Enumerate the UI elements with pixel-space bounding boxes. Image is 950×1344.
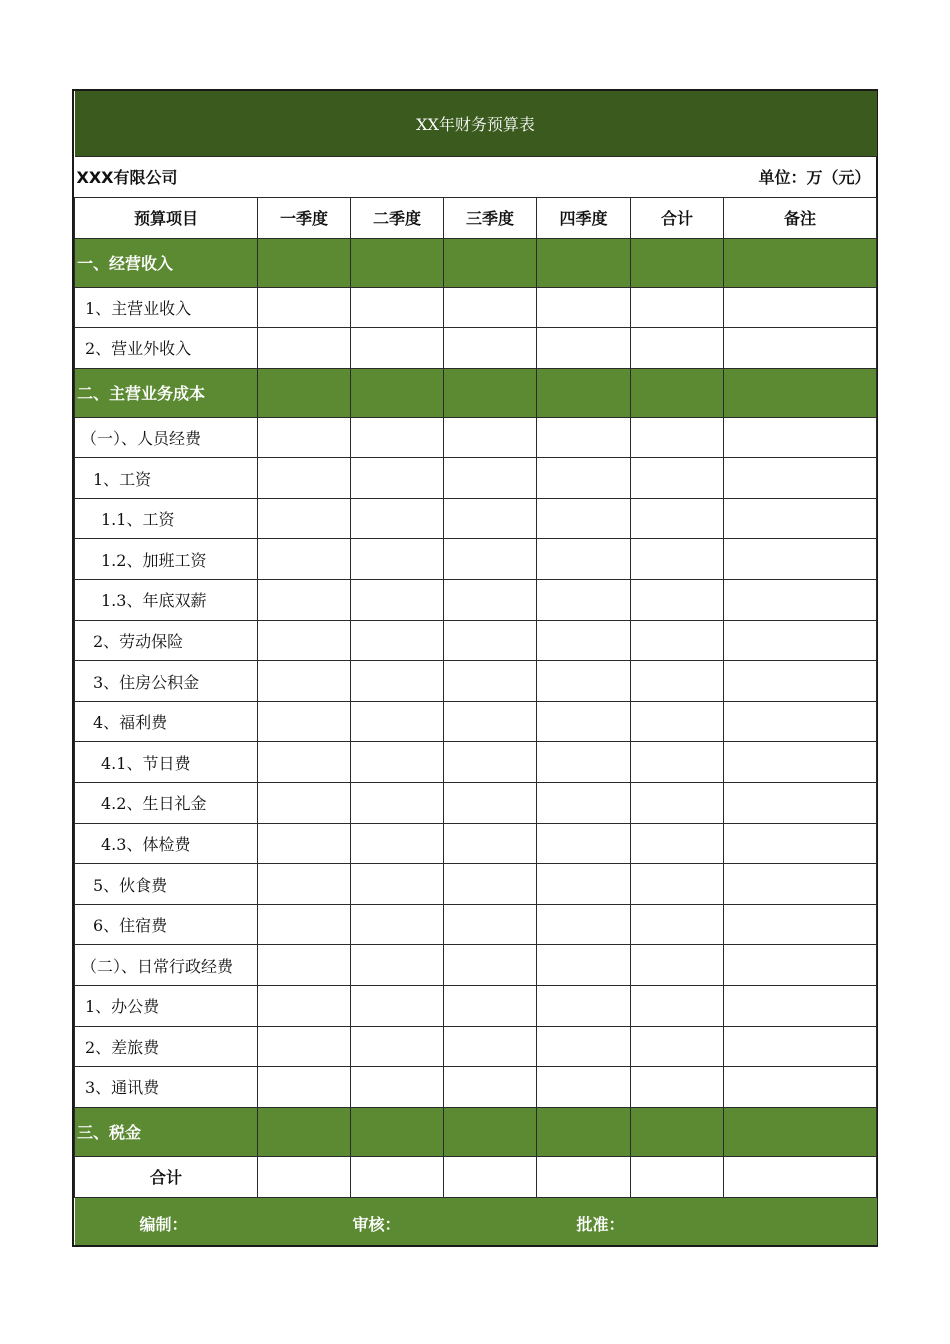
column-header: 合计 [631, 197, 724, 238]
cell[interactable] [258, 945, 351, 986]
info-row [75, 156, 877, 197]
cell[interactable] [351, 580, 444, 621]
row-label: 4.3、体检费 [75, 823, 258, 864]
cell[interactable] [724, 328, 877, 369]
cell[interactable] [537, 368, 631, 417]
cell[interactable] [724, 368, 877, 417]
cell[interactable] [537, 620, 631, 661]
cell[interactable] [631, 864, 724, 905]
cell[interactable] [631, 742, 724, 783]
cell[interactable] [724, 742, 877, 783]
cell[interactable] [537, 287, 631, 328]
cell[interactable] [537, 539, 631, 580]
table-row [75, 904, 877, 945]
cell[interactable] [444, 417, 537, 458]
cell[interactable] [724, 287, 877, 328]
cell[interactable] [631, 783, 724, 824]
cell[interactable] [444, 864, 537, 905]
cell[interactable] [537, 823, 631, 864]
table-row [75, 417, 877, 458]
cell[interactable] [631, 580, 724, 621]
company-name: XXX有限公司 [75, 156, 537, 197]
row-label: （二）、日常行政经费 [75, 945, 258, 986]
cell[interactable] [444, 620, 537, 661]
budget-sheet [72, 89, 878, 1247]
cell[interactable] [631, 823, 724, 864]
cell[interactable] [444, 580, 537, 621]
cell[interactable] [631, 498, 724, 539]
row-label: 1、办公费 [75, 986, 258, 1027]
row-label: 3、通讯费 [75, 1067, 258, 1108]
cell[interactable] [258, 458, 351, 499]
section-row-revenue [75, 238, 877, 287]
cell[interactable] [351, 498, 444, 539]
cell[interactable] [537, 328, 631, 369]
cell[interactable] [444, 1156, 537, 1197]
cell[interactable] [444, 742, 537, 783]
cell[interactable] [537, 1107, 631, 1156]
cell[interactable] [537, 864, 631, 905]
cell[interactable] [724, 783, 877, 824]
section-row-tax [75, 1107, 877, 1156]
column-header: 二季度 [351, 197, 444, 238]
cell[interactable] [351, 287, 444, 328]
cell[interactable] [444, 823, 537, 864]
cell[interactable] [724, 238, 877, 287]
cell[interactable] [537, 783, 631, 824]
cell[interactable] [444, 661, 537, 702]
cell[interactable] [351, 1026, 444, 1067]
table-row [75, 986, 877, 1027]
row-label: 4.1、节日费 [75, 742, 258, 783]
total-label: 合计 [75, 1156, 258, 1197]
cell[interactable] [631, 328, 724, 369]
cell[interactable] [724, 945, 877, 986]
row-label: 2、差旅费 [75, 1026, 258, 1067]
table-row [75, 823, 877, 864]
cell[interactable] [351, 458, 444, 499]
cell[interactable] [724, 417, 877, 458]
cell[interactable] [537, 945, 631, 986]
row-label: 2、营业外收入 [75, 328, 258, 369]
cell[interactable] [351, 539, 444, 580]
section-row-cost [75, 368, 877, 417]
cell[interactable] [631, 945, 724, 986]
column-header: 一季度 [258, 197, 351, 238]
cell[interactable] [258, 417, 351, 458]
cell[interactable] [631, 458, 724, 499]
cell[interactable] [724, 458, 877, 499]
cell[interactable] [537, 1156, 631, 1197]
budget-table [74, 91, 877, 1245]
title-row [75, 91, 877, 156]
cell[interactable] [537, 1067, 631, 1108]
cell[interactable] [724, 539, 877, 580]
cell[interactable] [444, 458, 537, 499]
column-header: 预算项目 [75, 197, 258, 238]
table-row [75, 287, 877, 328]
cell[interactable] [724, 904, 877, 945]
cell[interactable] [351, 238, 444, 287]
cell[interactable] [258, 498, 351, 539]
cell[interactable] [258, 287, 351, 328]
cell[interactable] [724, 620, 877, 661]
cell[interactable] [724, 498, 877, 539]
cell[interactable] [258, 539, 351, 580]
cell[interactable] [631, 287, 724, 328]
cell[interactable] [351, 328, 444, 369]
cell[interactable] [724, 701, 877, 742]
row-label: （一）、人员经费 [75, 417, 258, 458]
cell[interactable] [444, 1067, 537, 1108]
cell[interactable] [537, 580, 631, 621]
section-label: 二、主营业务成本 [75, 368, 258, 417]
signature-bar [75, 1197, 877, 1245]
cell[interactable] [444, 1026, 537, 1067]
column-header: 三季度 [444, 197, 537, 238]
cell[interactable] [724, 823, 877, 864]
cell[interactable] [258, 1107, 351, 1156]
cell[interactable] [351, 620, 444, 661]
cell[interactable] [258, 742, 351, 783]
row-label: 6、住宿费 [75, 904, 258, 945]
reviewed-by-label: 审核： [352, 1214, 401, 1234]
prepared-by-label: 编制： [139, 1214, 188, 1234]
cell[interactable] [631, 701, 724, 742]
cell[interactable] [444, 368, 537, 417]
approved-by-label: 批准： [576, 1214, 625, 1234]
row-label: 4、福利费 [75, 701, 258, 742]
cell[interactable] [444, 287, 537, 328]
cell[interactable] [351, 945, 444, 986]
cell[interactable] [724, 986, 877, 1027]
cell[interactable] [724, 1107, 877, 1156]
total-row [75, 1156, 877, 1197]
cell[interactable] [258, 620, 351, 661]
table-row [75, 661, 877, 702]
cell[interactable] [444, 701, 537, 742]
cell[interactable] [631, 417, 724, 458]
cell[interactable] [258, 328, 351, 369]
section-label: 一、经营收入 [75, 238, 258, 287]
cell[interactable] [258, 1026, 351, 1067]
table-row [75, 742, 877, 783]
section-label: 三、税金 [75, 1107, 258, 1156]
cell[interactable] [724, 864, 877, 905]
cell[interactable] [631, 661, 724, 702]
table-row [75, 783, 877, 824]
table-row [75, 701, 877, 742]
cell[interactable] [444, 904, 537, 945]
cell[interactable] [351, 1156, 444, 1197]
row-label: 1.3、年底双薪 [75, 580, 258, 621]
row-label: 3、住房公积金 [75, 661, 258, 702]
cell[interactable] [724, 1067, 877, 1108]
cell[interactable] [258, 823, 351, 864]
row-label: 1、主营业收入 [75, 287, 258, 328]
cell[interactable] [258, 661, 351, 702]
cell[interactable] [631, 539, 724, 580]
table-row [75, 1026, 877, 1067]
row-label: 1.2、加班工资 [75, 539, 258, 580]
row-label: 1、工资 [75, 458, 258, 499]
cell[interactable] [724, 1026, 877, 1067]
cell[interactable] [537, 986, 631, 1027]
cell[interactable] [351, 823, 444, 864]
cell[interactable] [537, 1026, 631, 1067]
cell[interactable] [351, 742, 444, 783]
cell[interactable] [631, 1067, 724, 1108]
page-title: XX年财务预算表 [75, 91, 877, 156]
cell[interactable] [258, 701, 351, 742]
cell[interactable] [351, 986, 444, 1027]
cell[interactable] [351, 783, 444, 824]
table-row [75, 498, 877, 539]
cell[interactable] [537, 498, 631, 539]
cell[interactable] [258, 1156, 351, 1197]
cell[interactable] [351, 701, 444, 742]
unit-label: 单位：万（元） [537, 156, 877, 197]
table-row [75, 539, 877, 580]
cell[interactable] [258, 238, 351, 287]
cell[interactable] [724, 1156, 877, 1197]
cell[interactable] [258, 580, 351, 621]
cell[interactable] [351, 368, 444, 417]
cell[interactable] [258, 986, 351, 1027]
cell[interactable] [631, 1156, 724, 1197]
cell[interactable] [351, 904, 444, 945]
cell[interactable] [724, 580, 877, 621]
cell[interactable] [444, 238, 537, 287]
cell[interactable] [444, 539, 537, 580]
row-label: 1.1、工资 [75, 498, 258, 539]
cell[interactable] [258, 1067, 351, 1108]
cell[interactable] [537, 458, 631, 499]
table-row [75, 328, 877, 369]
cell[interactable] [351, 864, 444, 905]
table-row [75, 580, 877, 621]
cell[interactable] [444, 986, 537, 1027]
cell[interactable] [444, 783, 537, 824]
table-row [75, 864, 877, 905]
column-header: 四季度 [537, 197, 631, 238]
signature-footer [75, 1197, 877, 1245]
cell[interactable] [258, 864, 351, 905]
cell[interactable] [351, 661, 444, 702]
cell[interactable] [537, 417, 631, 458]
cell[interactable] [351, 1107, 444, 1156]
cell[interactable] [631, 368, 724, 417]
cell[interactable] [258, 368, 351, 417]
cell[interactable] [444, 1107, 537, 1156]
table-row [75, 620, 877, 661]
cell[interactable] [537, 701, 631, 742]
cell[interactable] [631, 238, 724, 287]
cell[interactable] [631, 1107, 724, 1156]
cell[interactable] [444, 498, 537, 539]
cell[interactable] [631, 620, 724, 661]
cell[interactable] [537, 661, 631, 702]
cell[interactable] [258, 783, 351, 824]
cell[interactable] [444, 328, 537, 369]
column-header: 备注 [724, 197, 877, 238]
cell[interactable] [351, 417, 444, 458]
cell[interactable] [537, 238, 631, 287]
cell[interactable] [351, 1067, 444, 1108]
table-row [75, 458, 877, 499]
cell[interactable] [631, 986, 724, 1027]
row-label: 4.2、生日礼金 [75, 783, 258, 824]
cell[interactable] [631, 1026, 724, 1067]
column-header-row [75, 197, 877, 238]
cell[interactable] [537, 742, 631, 783]
row-label: 2、劳动保险 [75, 620, 258, 661]
cell[interactable] [258, 904, 351, 945]
table-row [75, 1067, 877, 1108]
table-row [75, 945, 877, 986]
row-label: 5、伙食费 [75, 864, 258, 905]
cell[interactable] [444, 945, 537, 986]
cell[interactable] [537, 904, 631, 945]
cell[interactable] [631, 904, 724, 945]
cell[interactable] [724, 661, 877, 702]
